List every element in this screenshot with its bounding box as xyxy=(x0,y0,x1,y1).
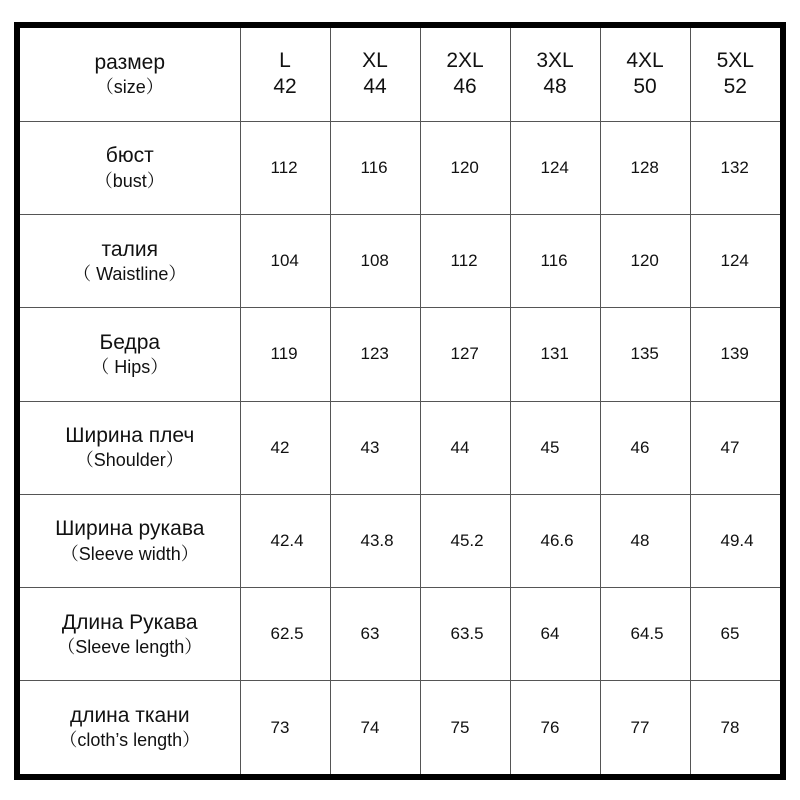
row-label-en: （Shoulder） xyxy=(75,450,184,471)
value-cell: 78 xyxy=(690,681,780,774)
value-cell: 76 xyxy=(510,681,600,774)
value-cell: 45.2 xyxy=(420,494,510,587)
value-cell: 65 xyxy=(690,588,780,681)
waistline-row xyxy=(20,215,780,308)
value-cell: 43 xyxy=(330,401,420,494)
value-cell: 46 xyxy=(600,401,690,494)
row-label-cell xyxy=(20,215,240,308)
value-cell: 139 xyxy=(690,308,780,401)
size-number: 50 xyxy=(633,75,657,99)
value-cell: 119 xyxy=(240,308,330,401)
size-number: 44 xyxy=(363,75,387,99)
value-cell: 112 xyxy=(420,215,510,308)
row-label-en: （Sleeve length） xyxy=(57,636,203,657)
size-name: 3XL xyxy=(536,49,574,73)
hips-row xyxy=(20,308,780,401)
row-label-en: （ Hips） xyxy=(91,357,169,378)
value-cell: 73 xyxy=(240,681,330,774)
size-name: XL xyxy=(362,49,388,73)
row-label-ru: Ширина плеч xyxy=(65,424,195,448)
shoulder-row xyxy=(20,401,780,494)
row-label-ru: бюст xyxy=(105,144,154,168)
value-cell: 64.5 xyxy=(600,588,690,681)
value-cell: 63 xyxy=(330,588,420,681)
value-cell: 74 xyxy=(330,681,420,774)
row-label-ru: Ширина рукава xyxy=(55,517,205,541)
value-cell: 77 xyxy=(600,681,690,774)
row-label-en: （cloth’s length） xyxy=(59,730,201,751)
size-number: 42 xyxy=(273,75,297,99)
value-cell: 120 xyxy=(600,215,690,308)
size-name: 2XL xyxy=(446,49,484,73)
value-cell: 124 xyxy=(690,215,780,308)
cloth-length-row xyxy=(20,681,780,774)
value-cell: 47 xyxy=(690,401,780,494)
value-cell: 43.8 xyxy=(330,494,420,587)
value-cell: 64 xyxy=(510,588,600,681)
value-cell: 46.6 xyxy=(510,494,600,587)
value-cell: 132 xyxy=(690,121,780,214)
value-cell: 128 xyxy=(600,121,690,214)
header-label-cell xyxy=(20,28,240,121)
size-name: L xyxy=(279,49,291,73)
size-name: 4XL xyxy=(626,49,664,73)
size-number: 48 xyxy=(543,75,567,99)
size-number: 46 xyxy=(453,75,477,99)
value-cell: 49.4 xyxy=(690,494,780,587)
value-cell: 124 xyxy=(510,121,600,214)
row-label-cell xyxy=(20,494,240,587)
header-row xyxy=(20,28,780,121)
value-cell: 48 xyxy=(600,494,690,587)
size-header-3xl xyxy=(510,28,600,121)
row-label-cell xyxy=(20,308,240,401)
row-label-ru: Бедра xyxy=(99,330,161,354)
row-label-cell xyxy=(20,121,240,214)
value-cell: 116 xyxy=(330,121,420,214)
header-label-ru: размер xyxy=(94,50,166,74)
size-header-2xl xyxy=(420,28,510,121)
size-header-4xl xyxy=(600,28,690,121)
row-label-en: （bust） xyxy=(94,170,165,191)
row-label-cell xyxy=(20,681,240,774)
row-label-cell xyxy=(20,588,240,681)
value-cell: 127 xyxy=(420,308,510,401)
bust-row xyxy=(20,121,780,214)
size-header-l xyxy=(240,28,330,121)
value-cell: 45 xyxy=(510,401,600,494)
value-cell: 63.5 xyxy=(420,588,510,681)
size-header-xl xyxy=(330,28,420,121)
size-header-5xl xyxy=(690,28,780,121)
value-cell: 108 xyxy=(330,215,420,308)
value-cell: 75 xyxy=(420,681,510,774)
row-label-en: （Sleeve width） xyxy=(60,543,199,564)
size-name: 5XL xyxy=(716,49,754,73)
row-label-en: （ Waistline） xyxy=(73,263,187,284)
row-label-ru: Длина Рукава xyxy=(61,610,198,634)
size-chart-table xyxy=(20,28,780,774)
value-cell: 104 xyxy=(240,215,330,308)
row-label-cell xyxy=(20,401,240,494)
sleeve-width-row xyxy=(20,494,780,587)
value-cell: 112 xyxy=(240,121,330,214)
value-cell: 131 xyxy=(510,308,600,401)
value-cell: 44 xyxy=(420,401,510,494)
value-cell: 42.4 xyxy=(240,494,330,587)
sleeve-length-row xyxy=(20,588,780,681)
row-label-ru: талия xyxy=(101,237,158,261)
header-label-en: （size） xyxy=(95,77,164,98)
value-cell: 42 xyxy=(240,401,330,494)
size-chart-frame xyxy=(14,22,786,780)
size-number: 52 xyxy=(723,75,747,99)
value-cell: 116 xyxy=(510,215,600,308)
value-cell: 123 xyxy=(330,308,420,401)
value-cell: 120 xyxy=(420,121,510,214)
value-cell: 135 xyxy=(600,308,690,401)
value-cell: 62.5 xyxy=(240,588,330,681)
row-label-ru: длина ткани xyxy=(69,704,190,728)
